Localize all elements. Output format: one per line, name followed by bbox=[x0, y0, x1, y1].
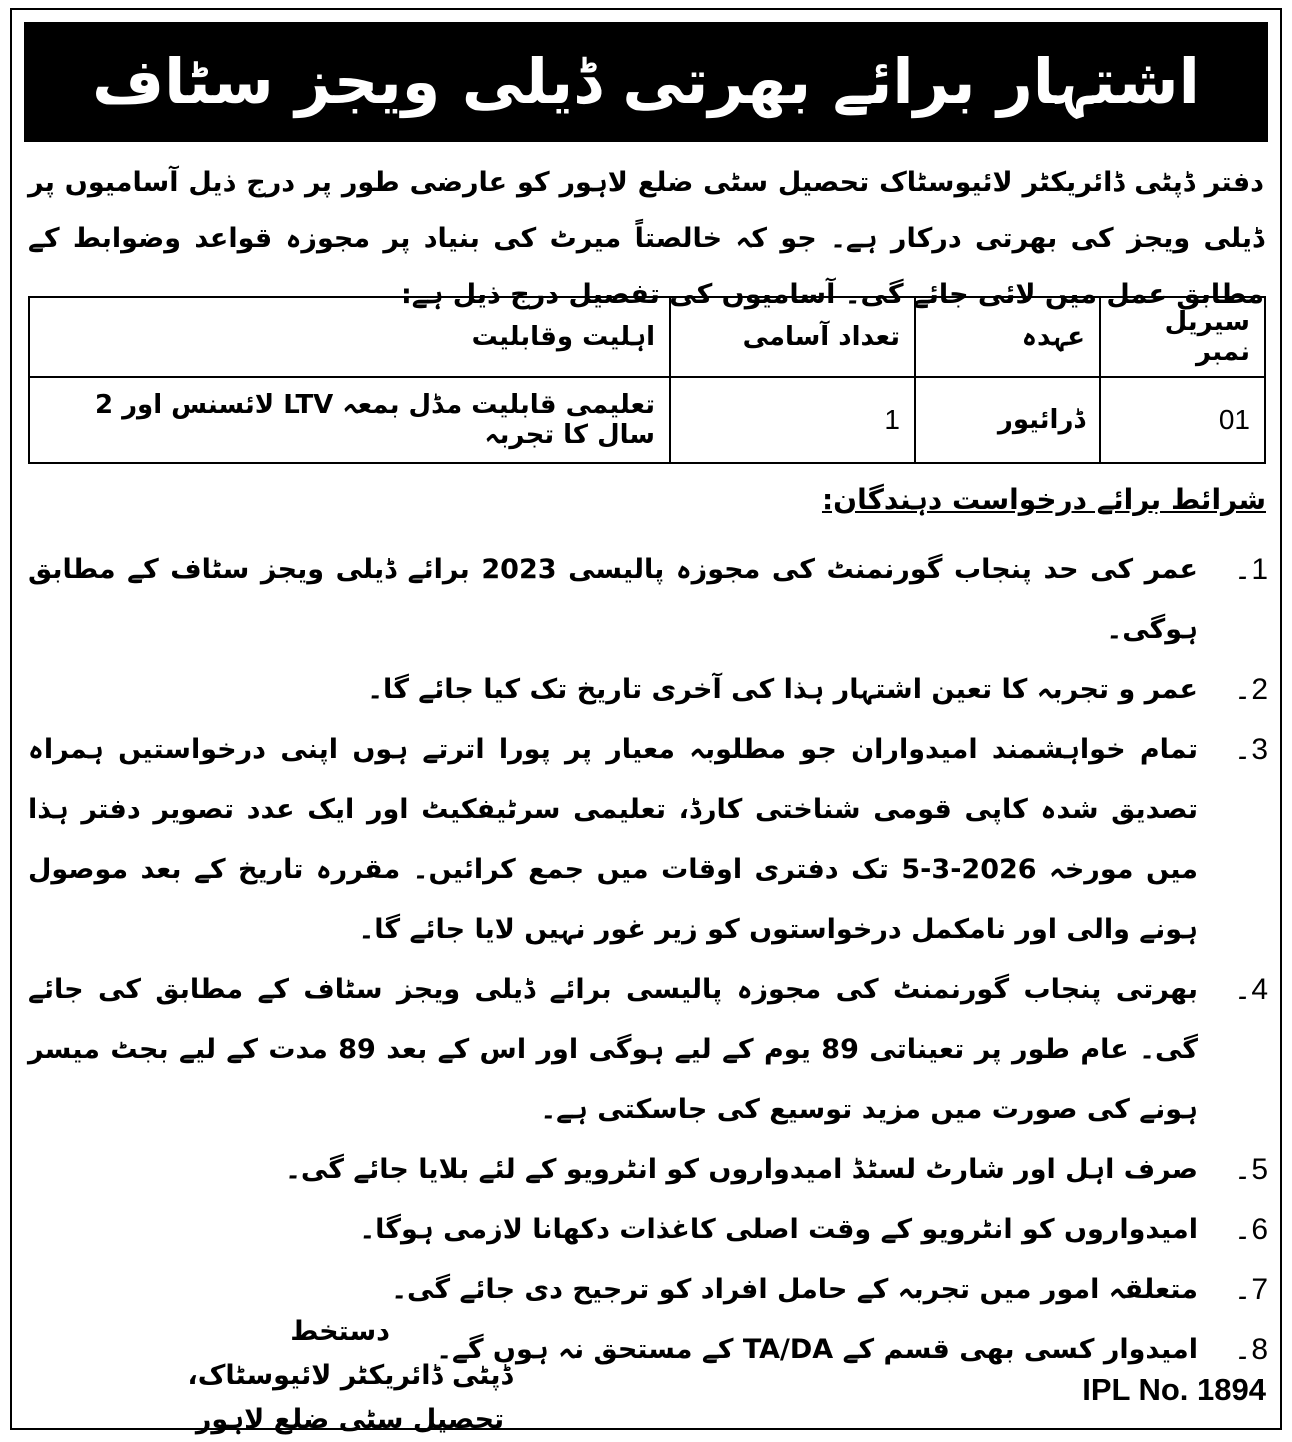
item-text: عمر و تجربہ کا تعین اشتہار ہذا کی آخری تاریخ تک کیا جائے گا۔ bbox=[367, 674, 1198, 705]
table-header-row bbox=[29, 297, 1265, 377]
posts-table bbox=[28, 296, 1266, 464]
intro-paragraph: دفتر ڈپٹی ڈائریکٹر لائیوسٹاک تحصیل سٹی ضلع لاہور کو عارضی طور پر درج ذیل آسامیوں پر ڈیلی ویجز کی بھرتی درکار ہے۔ جو کہ خالصتاً میرٹ کی بنیاد پر مجوزہ قواعد وضوابط کے مطابق عمل میں لائی جائے گی۔ آسامیوں کی تفصیل درج ذیل ہے: bbox=[28, 167, 1264, 310]
item-number: 7۔ bbox=[1233, 1273, 1268, 1306]
item-text: امیدوار کسی بھی قسم کے TA/DA کے مستحق نہ ہوں گے۔ bbox=[436, 1334, 1198, 1365]
cell-qualification: تعلیمی قابلیت مڈل بمعہ LTV لائسنس اور 2 سال کا تجربہ bbox=[29, 377, 670, 463]
signature-label: دستخط bbox=[290, 1316, 390, 1347]
header-serial: سیریل نمبر bbox=[1100, 297, 1265, 377]
signature-block bbox=[140, 1310, 560, 1442]
item-number: 4۔ bbox=[1233, 973, 1268, 1006]
list-item bbox=[28, 1200, 1268, 1260]
item-text: صرف اہل اور شارٹ لسٹڈ امیدواروں کو انٹرویو کے لئے بلایا جائے گی۔ bbox=[285, 1154, 1198, 1185]
cell-count: 1 bbox=[670, 377, 915, 463]
conditions-heading: شرائط برائے درخواست دہندگان: bbox=[821, 483, 1266, 516]
ipl-number: IPL No. 1894 bbox=[1082, 1372, 1266, 1407]
cell-post: ڈرائیور bbox=[915, 377, 1100, 463]
item-number: 6۔ bbox=[1233, 1213, 1268, 1246]
list-item bbox=[28, 720, 1268, 960]
table-row bbox=[29, 377, 1265, 463]
list-item bbox=[28, 540, 1268, 660]
conditions-list bbox=[28, 540, 1268, 1380]
item-number: 2۔ bbox=[1233, 673, 1268, 706]
item-text: تمام خواہشمند امیدواران جو مطلوبہ معیار پر پورا اترتے ہوں اپنی درخواستیں ہمراہ تصدیق شدہ کاپی قومی شناختی کارڈ، تعلیمی سرٹیفکیٹ اور ایک عدد تصویر دفتر ہذا میں مورخہ 2026-3-5 تک دفتری اوقات میں جمع کرائیں۔ مقررہ تاریخ کے بعد موصول ہونے والی اور نامکمل درخواستوں کو زیر غور نہیں لایا جائے گا۔ bbox=[28, 734, 1198, 945]
item-number: 3۔ bbox=[1233, 733, 1268, 766]
header-qualification: اہلیت وقابلیت bbox=[29, 297, 670, 377]
header-count: تعداد آسامی bbox=[670, 297, 915, 377]
item-text: بھرتی پنجاب گورنمنٹ کی مجوزہ پالیسی برائے ڈیلی ویجز سٹاف کے مطابق کی جائے گی۔ عام طور پر تعیناتی 89 یوم کے لیے ہوگی اور اس کے بعد 89 مدت کے لیے بجٹ میسر ہونے کی صورت میں مزید توسیع کی جاسکتی ہے۔ bbox=[28, 974, 1199, 1125]
cell-serial: 01 bbox=[1100, 377, 1265, 463]
item-number: 5۔ bbox=[1233, 1153, 1268, 1186]
item-text: متعلقہ امور میں تجربہ کے حامل افراد کو ترجیح دی جائے گی۔ bbox=[391, 1274, 1198, 1305]
list-item bbox=[28, 1140, 1268, 1200]
header-post: عہدہ bbox=[915, 297, 1100, 377]
item-number: 8۔ bbox=[1233, 1333, 1268, 1366]
ad-title: اشتہار برائے بھرتی ڈیلی ویجز سٹاف bbox=[24, 22, 1268, 142]
list-item bbox=[28, 660, 1268, 720]
list-item bbox=[28, 960, 1268, 1140]
item-number: 1۔ bbox=[1233, 553, 1268, 586]
item-text: عمر کی حد پنجاب گورنمنٹ کی مجوزہ پالیسی 2023 برائے ڈیلی ویجز سٹاف کے مطابق ہوگی۔ bbox=[28, 554, 1198, 645]
item-text: امیدواروں کو انٹرویو کے وقت اصلی کاغذات دکھانا لازمی ہوگا۔ bbox=[359, 1214, 1198, 1245]
signature-designation: ڈپٹی ڈائریکٹر لائیوسٹاک، تحصیل سٹی ضلع لاہور bbox=[187, 1360, 513, 1435]
